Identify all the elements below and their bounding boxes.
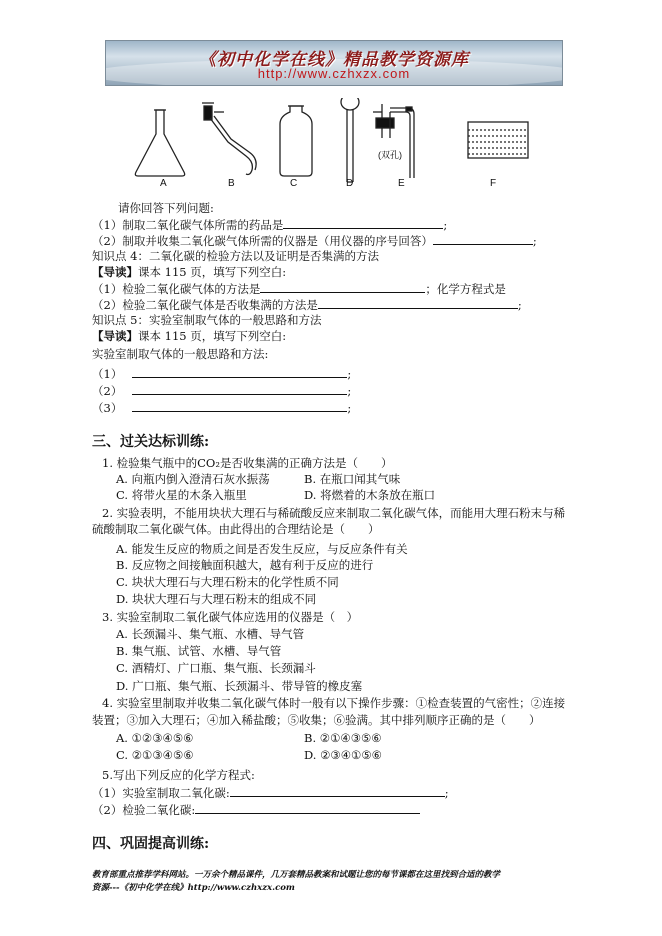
conical-flask-icon [135, 110, 184, 176]
answer-blank[interactable] [230, 785, 445, 797]
method-item-2 [92, 383, 351, 398]
semicolon: ; [532, 234, 537, 248]
banner-url[interactable]: http://www.czhxzx.com [257, 66, 411, 81]
answer-blank[interactable] [195, 802, 420, 814]
s3-q2-option-b[interactable]: B. 反应物之间接触面积越大，越有利于反应的进行 [116, 558, 374, 572]
footer-line-2: 资源---《初中化学在线》http://www.czhxzx.com [92, 883, 295, 893]
apparatus-label-e: E [398, 178, 405, 189]
header-banner [105, 40, 563, 86]
answer-blank[interactable] [132, 383, 347, 395]
answer-blank[interactable] [433, 233, 533, 245]
guide-text: 课本 115 页，填写下列空白: [138, 265, 287, 279]
knowledge-point-5: 知识点 5：实验室制取气体的一般思路和方法 [92, 313, 322, 327]
footer-line-1: 教育部重点推荐学科网站。一万余个精品课件，几万套精品教案和试题让您的每节课都在这里找到合适的教学 [92, 870, 501, 880]
section-3-title: 三、过关达标训练: [92, 434, 210, 450]
s3-q3-option-a[interactable]: A. 长颈漏斗、集气瓶、水槽、导气管 [116, 627, 305, 641]
s3-question-5: 5.写出下列反应的化学方程式: [102, 768, 255, 782]
s3-question-3: 3. 实验室制取二氧化碳气体应选用的仪器是（ ） [102, 610, 359, 624]
question-2-text: （2）制取并收集二氧化碳气体所需的仪器是（用仪器的序号回答） [92, 234, 433, 248]
apparatus-label-d: D [346, 178, 354, 189]
s3-q3-option-b[interactable]: B. 集气瓶、试管、水槽、导气管 [116, 644, 282, 658]
apparatus-label-b: B [228, 178, 235, 189]
question-text: （1）检验二氧化碳气体的方法是 [92, 282, 261, 296]
lab-apparatus-figure [118, 98, 538, 192]
answer-blank[interactable] [260, 281, 425, 293]
water-trough-icon [468, 122, 528, 158]
method-item-1 [92, 366, 351, 381]
s3-q4-option-a[interactable]: A. ①②③④⑤⑥ [116, 731, 194, 745]
semicolon: ; [517, 298, 522, 312]
s3-q1-option-c[interactable]: C. 将带火星的木条入瓶里 [116, 488, 247, 502]
guide-read-2 [92, 329, 286, 343]
s3-q2-option-d[interactable]: D. 块状大理石与大理石粉末的组成不同 [116, 592, 317, 606]
equation-prompt: （1）实验室制取二氧化碳: [92, 786, 230, 800]
question-1 [92, 217, 447, 232]
s3-q4-option-b[interactable]: B. ②①④③⑤⑥ [304, 731, 382, 745]
apparatus-label-c: C [290, 178, 298, 189]
semicolon: ; [444, 786, 449, 800]
s3-q2-option-c[interactable]: C. 块状大理石与大理石粉末的化学性质不同 [116, 575, 339, 589]
semicolon: ; [347, 367, 352, 381]
guide-tag: 【导读】 [92, 329, 138, 343]
s3-question-2-line2: 硫酸制取二氧化碳气体。由此得出的合理结论是（ ） [92, 522, 380, 536]
answer-blank[interactable] [283, 217, 443, 229]
apparatus-label-f: F [490, 178, 497, 189]
guide-tag: 【导读】 [92, 265, 138, 279]
equation-label: ；化学方程式是 [425, 282, 506, 296]
general-method-title: 实验室制取气体的一般思路和方法: [92, 347, 269, 361]
s3-q5-item-1 [92, 785, 449, 800]
s3-q5-item-2 [92, 802, 420, 817]
item-number: （3） [92, 401, 123, 415]
apparatus-e-note: (双孔) [378, 150, 402, 160]
answer-blank[interactable] [132, 400, 347, 412]
s3-question-4-line1: 4. 实验室里制取并收集二氧化碳气体时一般有以下操作步骤：①检查装置的气密性；②连接 [102, 696, 566, 710]
prompt-line: 请你回答下列问题: [118, 201, 214, 215]
question-2 [92, 233, 537, 248]
long-neck-funnel-icon [341, 98, 359, 182]
apparatus-label-a: A [160, 178, 167, 189]
semicolon: ; [347, 401, 352, 415]
question-kp4-2 [92, 297, 522, 312]
answer-blank[interactable] [132, 366, 347, 378]
s3-question-2-line1: 2. 实验表明，不能用块状大理石与稀硫酸反应来制取二氧化碳气体，而能用大理石粉末与稀 [102, 506, 566, 520]
s3-q1-option-b[interactable]: B. 在瓶口闻其气味 [304, 472, 401, 486]
stopper-with-tube-icon [202, 103, 256, 175]
s3-question-1: 1. 检验集气瓶中的CO₂是否收集满的正确方法是（ ） [102, 456, 393, 470]
s3-q3-option-c[interactable]: C. 酒精灯、广口瓶、集气瓶、长颈漏斗 [116, 661, 316, 675]
semicolon: ; [347, 384, 352, 398]
s3-q1-option-d[interactable]: D. 将燃着的木条放在瓶口 [304, 488, 436, 502]
s3-q4-option-c[interactable]: C. ②①③④⑤⑥ [116, 748, 194, 762]
item-number: （2） [92, 384, 123, 398]
question-text: （2）检验二氧化碳气体是否收集满的方法是 [92, 298, 318, 312]
answer-blank[interactable] [318, 297, 518, 309]
equation-prompt: （2）检验二氧化碳: [92, 803, 196, 817]
gas-bottle-icon [280, 106, 312, 176]
question-1-text: （1）制取二氧化碳气体所需的药品是 [92, 218, 284, 232]
section-4-title: 四、巩固提高训练: [92, 836, 210, 852]
banner-title: 《初中化学在线》精品教学资源库 [199, 50, 469, 70]
knowledge-point-4: 知识点 4：二氧化碳的检验方法以及证明是否集满的方法 [92, 249, 379, 263]
guide-text: 课本 115 页，填写下列空白: [138, 329, 287, 343]
s3-q1-option-a[interactable]: A. 向瓶内倒入澄清石灰水振荡 [116, 472, 270, 486]
s3-question-4-line2: 装置；③加入大理石；④加入稀盐酸；⑤收集；⑥验满。其中排列顺序正确的是（ ） [92, 713, 541, 727]
guide-read-1 [92, 265, 286, 279]
semicolon: ; [443, 218, 448, 232]
question-kp4-1 [92, 281, 506, 296]
item-number: （1） [92, 367, 123, 381]
two-hole-stopper-icon [373, 104, 414, 178]
s3-q3-option-d[interactable]: D. 广口瓶、集气瓶、长颈漏斗、带导管的橡皮塞 [116, 679, 363, 693]
s3-q2-option-a[interactable]: A. 能发生反应的物质之间是否发生反应，与反应条件有关 [116, 542, 408, 556]
s3-q4-option-d[interactable]: D. ②③④①⑤⑥ [304, 748, 382, 762]
method-item-3 [92, 400, 351, 415]
